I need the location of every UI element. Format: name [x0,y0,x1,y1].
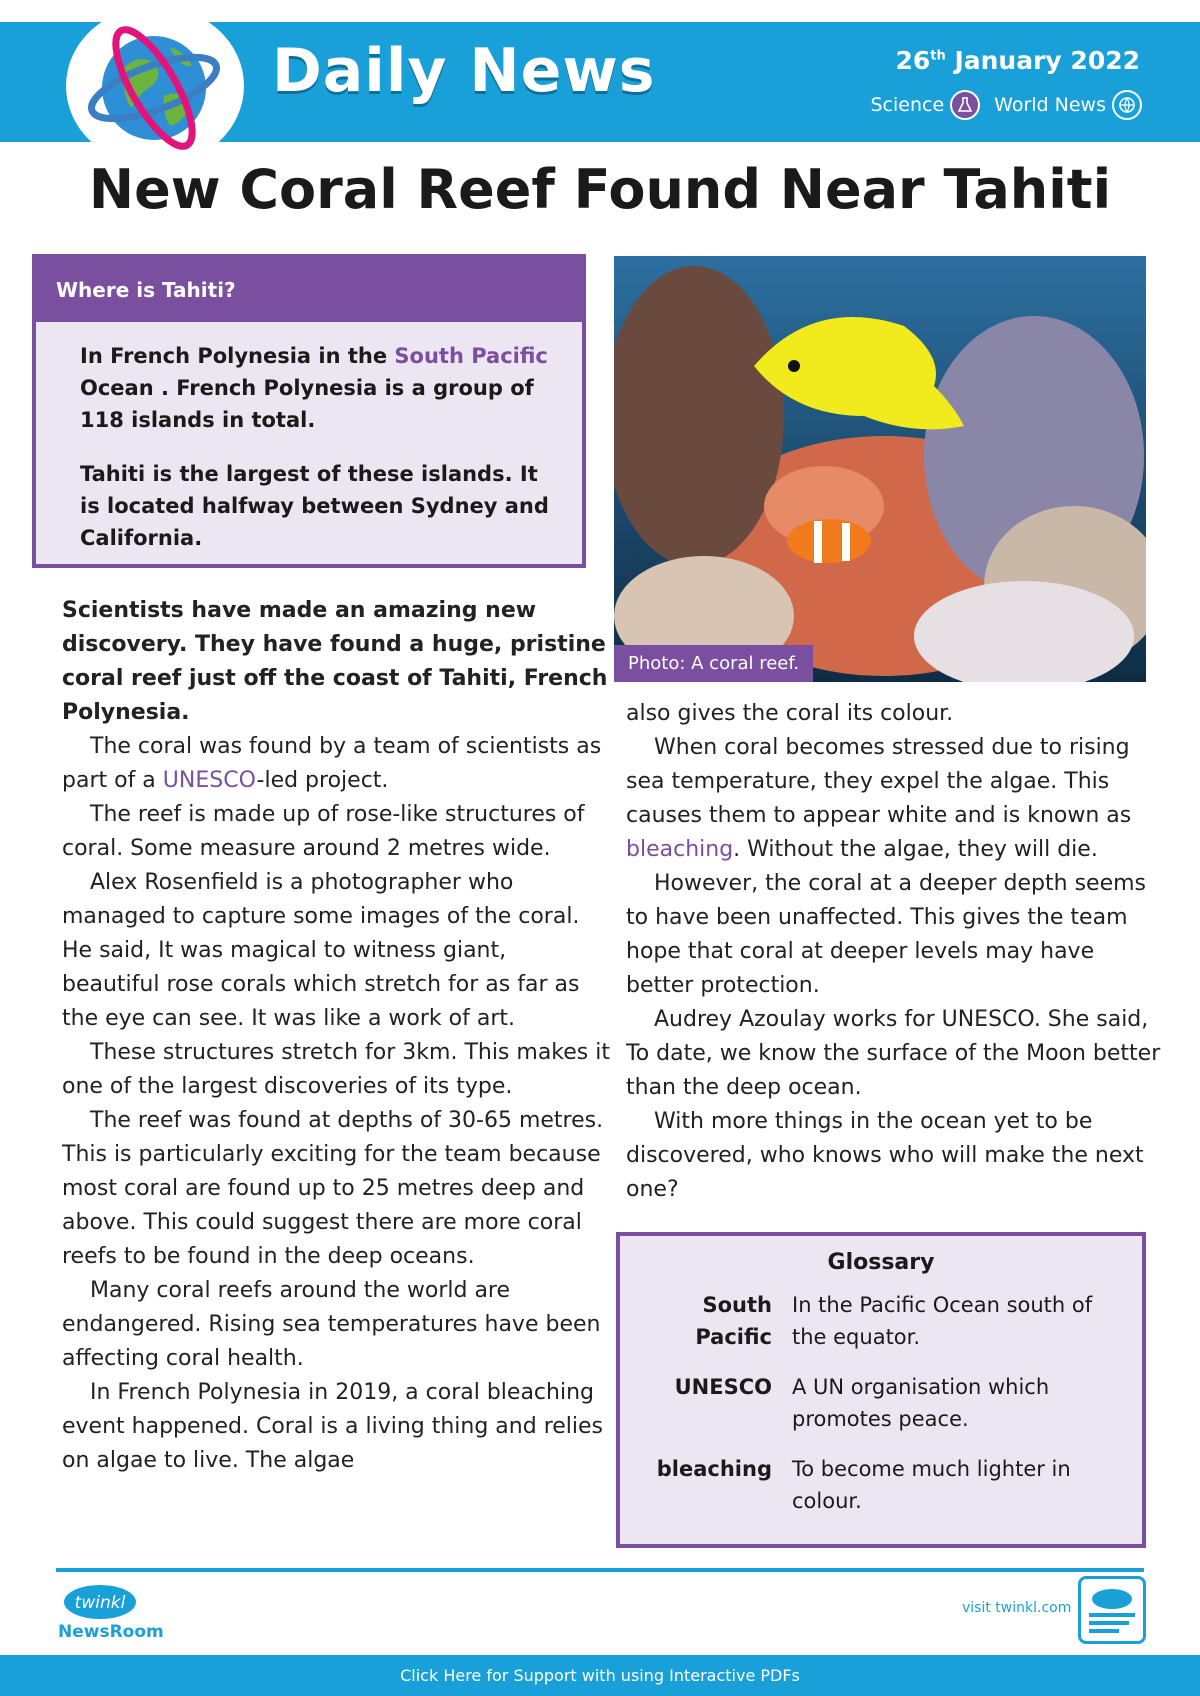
logo-text-bottom: NewsRoom [58,1622,164,1642]
south-pacific-link[interactable]: South Pacific [394,344,548,368]
logo-text-top: twinkl [74,1593,126,1613]
article-column-right [626,697,1166,1207]
article-paragraph: In French Polynesia in 2019, a coral bleaching event happened. Coral is a living thing and relies on algae to live. The algae [62,1380,604,1473]
glossary-definition: A UN organisation which promotes peace. [792,1375,1050,1431]
glossary-entry [642,1453,1120,1517]
article-paragraph: Alex Rosenfield is a photographer who managed to capture some images of the coral. He said, It was magical to witness giant, beautiful rose corals which stretch for as far as the eye can see. It was like a work of art. [62,870,580,1031]
info-paragraph: Tahiti is the largest of these islands. It is located halfway between Sydney and California. [80,462,549,550]
globe-logo-icon [84,18,224,158]
article-column-left [62,594,610,1478]
glossary-term: UNESCO [674,1375,772,1399]
visit-link[interactable]: visit twinkl.com [962,1600,1072,1616]
category-science[interactable]: Science [871,90,981,120]
issue-date: 26th January 2022 [895,46,1140,75]
info-box [32,254,586,568]
footer-divider [56,1568,1144,1572]
coral-reef-image [614,256,1146,682]
glossary-entry [642,1289,1120,1353]
article-paragraph: The reef was found at depths of 30-65 metres. This is particularly exciting for the team because most coral are found up to 25 metres deep and above. This could suggest there are more coral reefs to be found in the deep oceans. [62,1108,604,1269]
coral-reef-photo [614,256,1146,682]
article-paragraph: The coral was found by a team of scientists as part of a UNESCO-led project. [62,734,602,793]
article-paragraph: Audrey Azoulay works for UNESCO. She said, To date, we know the surface of the Moon better than the deep ocean. [626,1007,1161,1100]
article-headline: New Coral Reef Found Near Tahiti [88,158,1112,221]
glossary-definition: In the Pacific Ocean south of the equator. [792,1293,1093,1349]
twinkl-newsroom-logo[interactable] [58,1582,178,1642]
category-tags [871,90,1143,120]
glossary-definition: To become much lighter in colour. [792,1457,1071,1513]
glossary-title: Glossary [827,1250,935,1275]
article-paragraph: The reef is made up of rose-like structures of coral. Some measure around 2 metres wide. [62,802,585,861]
glossary-box [616,1232,1146,1548]
article-paragraph: When coral becomes stressed due to rising sea temperature, they expel the algae. This causes them to appear white and is known as bleaching. Without the algae, they will die. [626,735,1132,862]
unesco-link[interactable]: UNESCO [162,768,257,793]
bleaching-link[interactable]: bleaching [626,837,734,862]
article-paragraph: However, the coral at a deeper depth seems to have been unaffected. This gives the team hope that coral at deeper levels may have better protection. [626,871,1147,998]
info-box-body [36,322,582,554]
support-link-bar[interactable]: Click Here for Support with using Interactive PDFs [0,1655,1200,1696]
glossary-entry [642,1371,1120,1435]
masthead-title: Daily News [272,36,656,106]
flask-icon [950,90,980,120]
info-box-title: Where is Tahiti? [36,258,582,322]
globe-icon [1112,90,1142,120]
article-paragraph: also gives the coral its colour. [626,701,954,726]
info-paragraph: In French Polynesia in the South Pacific Ocean . French Polynesia is a group of 118 islands in total. [80,344,548,432]
article-paragraph: Many coral reefs around the world are endangered. Rising sea temperatures have been affecting coral health. [62,1278,601,1371]
category-world-news[interactable]: World News [994,90,1142,120]
photo-caption: Photo: A coral reef. [614,645,813,682]
glossary-term: bleaching [656,1457,772,1481]
approved-badge-icon [1078,1576,1146,1644]
article-paragraph: These structures stretch for 3km. This makes it one of the largest discoveries of its type. [62,1040,610,1099]
article-lead: Scientists have made an amazing new discovery. They have found a huge, pristine coral reef just off the coast of Tahiti, French Polynesia. [62,598,608,725]
article-paragraph: With more things in the ocean yet to be discovered, who knows who will make the next one? [626,1109,1144,1202]
glossary-term: South Pacific [695,1293,772,1349]
